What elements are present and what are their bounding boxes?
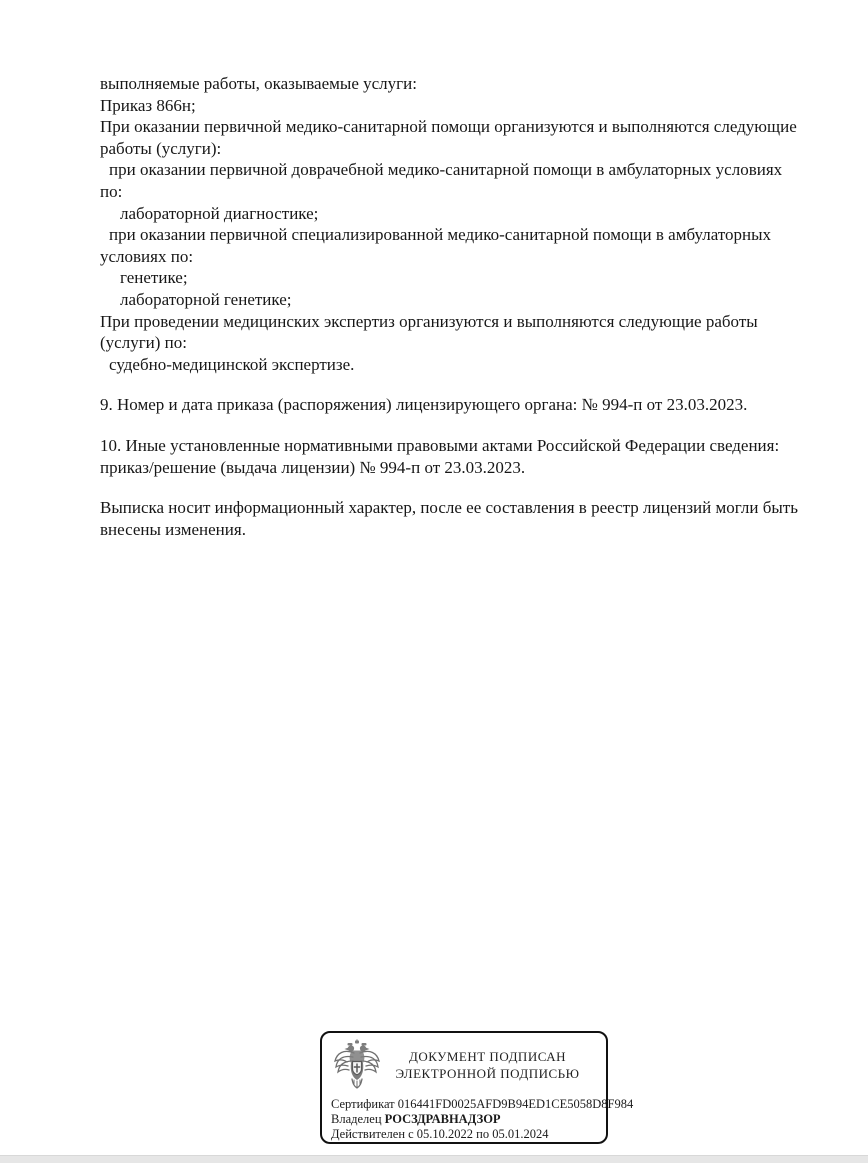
doc-line-item-9: 9. Номер и дата приказа (распоряжения) лицензирующего органа: № 994-п от 23.03.2023. [100,395,748,415]
certificate-label: Сертификат [331,1097,395,1111]
doc-line: выполняемые работы, оказываемые услуги: [100,74,417,93]
stamp-details [331,1097,634,1143]
certificate-line [331,1097,634,1112]
owner-value: РОСЗДРАВНАДЗОР [384,1112,501,1127]
electronic-signature-stamp [320,1031,634,1144]
stamp-header [331,1038,596,1091]
document-text-block [0,0,868,540]
doc-line: (услуги) по: [100,333,187,353]
doc-line: судебно-медицинской экспертизе. [109,354,355,374]
roszdravnadzor-emblem-icon [331,1039,383,1091]
doc-line: генетике; [120,268,188,288]
stamp-title-line1: ДОКУМЕНТ ПОДПИСАН [408,1048,567,1064]
doc-line-item-10: 10. Иные установленные нормативными правовыми актами Российской Федерации сведения: [100,435,780,455]
doc-line: по: [100,181,123,201]
doc-line: при оказании первичной специализированной медико-санитарной помощи в амбулаторных [109,225,772,245]
owner-line [331,1112,596,1127]
doc-line: При проведении медицинских экспертиз организуются и выполняются следующие работы [100,311,758,331]
owner-label: Владелец [331,1112,382,1127]
doc-line: лабораторной диагностике; [120,203,319,223]
doc-line: внесены изменения. [100,519,246,539]
doc-line: при оказании первичной доврачебной медико-санитарной помощи в амбулаторных условиях [109,160,783,180]
doc-line: Приказ 866н; [100,95,196,115]
doc-line: При оказании первичной медико-санитарной помощи организуются и выполняются следующие [100,117,797,137]
stamp-title-line2: ЭЛЕКТРОННОЙ ПОДПИСЬЮ [395,1065,580,1081]
certificate-value: 016441FD0025AFD9B94ED1CE5058D8F984 [397,1097,634,1111]
doc-line: работы (услуги): [100,138,222,158]
validity-line: Действителен с 05.10.2022 по 05.01.2024 [331,1127,549,1142]
doc-line: лабораторной генетике; [120,289,292,309]
doc-line: приказ/решение (выдача лицензии) № 994-п от 23.03.2023. [100,457,526,477]
doc-line-disclaimer: Выписка носит информационный характер, после ее составления в реестр лицензий могли быть [100,498,798,518]
doc-line: условиях по: [100,246,194,266]
stamp-title [383,1048,596,1082]
